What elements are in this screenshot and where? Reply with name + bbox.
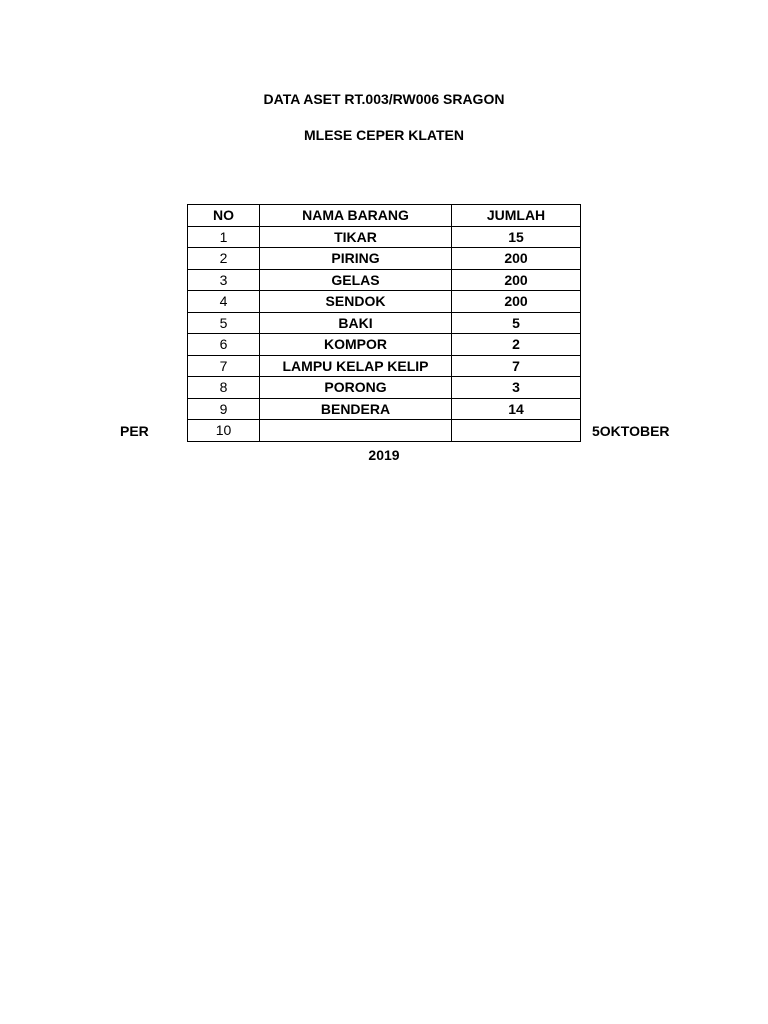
table-row	[188, 420, 581, 442]
table-header-row	[188, 205, 581, 227]
header-no: NO	[188, 205, 260, 227]
table-row	[188, 377, 581, 399]
cell-qty	[452, 420, 581, 442]
cell-qty: 14	[452, 398, 581, 420]
cell-no: 1	[188, 226, 260, 248]
date-label: 5OKTOBER	[592, 423, 670, 439]
cell-qty: 7	[452, 355, 581, 377]
table-row	[188, 291, 581, 313]
cell-name: PIRING	[260, 248, 452, 270]
cell-qty: 200	[452, 291, 581, 313]
year-label: 2019	[368, 447, 400, 463]
cell-name: KOMPOR	[260, 334, 452, 356]
cell-no: 4	[188, 291, 260, 313]
header-qty: JUMLAH	[452, 205, 581, 227]
table-row	[188, 269, 581, 291]
table-row	[188, 398, 581, 420]
cell-no: 2	[188, 248, 260, 270]
cell-qty: 15	[452, 226, 581, 248]
cell-name: PORONG	[260, 377, 452, 399]
cell-name	[260, 420, 452, 442]
cell-name: GELAS	[260, 269, 452, 291]
cell-no: 3	[188, 269, 260, 291]
cell-no: 8	[188, 377, 260, 399]
cell-qty: 200	[452, 248, 581, 270]
cell-no: 7	[188, 355, 260, 377]
table-row	[188, 226, 581, 248]
cell-no: 10	[188, 420, 260, 442]
table-row	[188, 355, 581, 377]
table-row	[188, 312, 581, 334]
cell-name: BENDERA	[260, 398, 452, 420]
table-body	[188, 226, 581, 441]
cell-no: 5	[188, 312, 260, 334]
cell-name: SENDOK	[260, 291, 452, 313]
cell-qty: 200	[452, 269, 581, 291]
cell-name: BAKI	[260, 312, 452, 334]
cell-qty: 5	[452, 312, 581, 334]
document-title: DATA ASET RT.003/RW006 SRAGON	[263, 91, 505, 107]
per-label: PER	[120, 423, 149, 439]
cell-qty: 3	[452, 377, 581, 399]
asset-table	[187, 204, 581, 442]
cell-name: LAMPU KELAP KELIP	[260, 355, 452, 377]
table-row	[188, 248, 581, 270]
document-subtitle: MLESE CEPER KLATEN	[304, 127, 464, 143]
cell-qty: 2	[452, 334, 581, 356]
cell-no: 9	[188, 398, 260, 420]
table-row	[188, 334, 581, 356]
cell-no: 6	[188, 334, 260, 356]
cell-name: TIKAR	[260, 226, 452, 248]
header-name: NAMA BARANG	[260, 205, 452, 227]
